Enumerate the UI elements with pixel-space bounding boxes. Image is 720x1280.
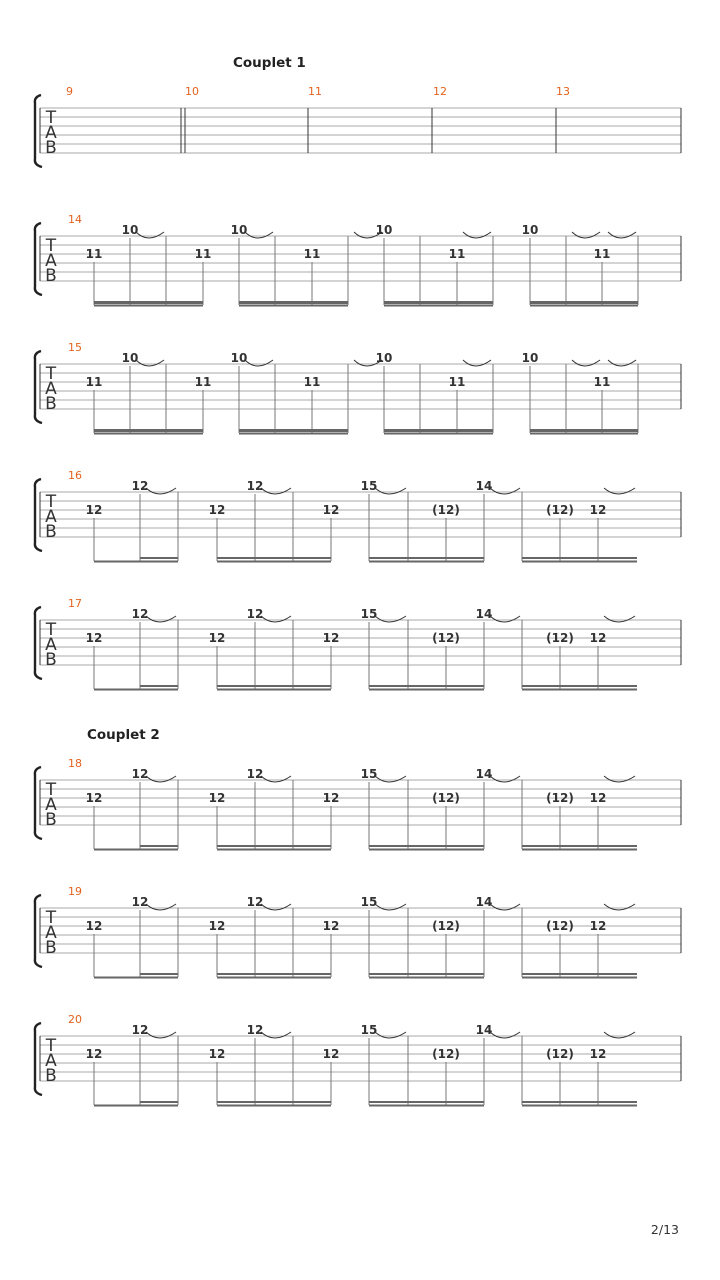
fret-note: 12 (246, 1023, 264, 1037)
tie-slur (572, 232, 600, 238)
beam (94, 433, 203, 435)
fret-note: 15 (360, 1023, 378, 1037)
beam (384, 433, 493, 435)
tab-system-8 (35, 1013, 681, 1107)
tab-clef-letter: A (45, 379, 57, 399)
beam (217, 557, 331, 559)
tab-clef-letter: B (45, 1066, 57, 1086)
tab-clef-letter: T (45, 1036, 57, 1056)
tab-clef (45, 108, 57, 158)
tab-clef-letter: B (45, 266, 57, 286)
tie-slur (261, 776, 291, 782)
beam (369, 557, 484, 559)
beam (522, 1101, 637, 1103)
beam (369, 1105, 484, 1107)
tie-slur (604, 904, 635, 910)
fret-note: 10 (375, 351, 393, 365)
section-label: Couplet 1 (233, 55, 306, 71)
tab-system-1 (35, 55, 681, 167)
fret-note: 14 (475, 607, 493, 621)
beam (369, 977, 484, 979)
beam (94, 305, 203, 307)
tab-clef-letter: B (45, 138, 57, 158)
beam (522, 685, 637, 687)
tie-slur (261, 488, 291, 494)
beam (239, 305, 348, 307)
tab-system-4 (35, 469, 681, 563)
tab-clef-letter: T (45, 780, 57, 800)
tab-clef (45, 780, 57, 830)
fret-note: 12 (246, 607, 264, 621)
tab-system-7 (35, 885, 681, 979)
tie-slur (261, 1032, 291, 1038)
tie-slur (463, 360, 491, 366)
fret-note: 12 (246, 895, 264, 909)
tab-clef-letter: T (45, 108, 57, 128)
beam (369, 685, 484, 687)
fret-note: 10 (121, 351, 139, 365)
fret-note: 11 (303, 375, 321, 389)
tie-slur (490, 488, 520, 494)
fret-note: 12 (208, 503, 226, 517)
tie-slur (604, 1032, 635, 1038)
beam (530, 305, 638, 307)
fret-note: 10 (230, 223, 248, 237)
measure-number: 13 (556, 85, 570, 98)
fret-note: 12 (131, 1023, 149, 1037)
beam (239, 433, 348, 435)
fret-note: 12 (246, 767, 264, 781)
fret-note: 12 (589, 631, 607, 645)
fret-note: 12 (589, 1047, 607, 1061)
tab-clef-letter: A (45, 1051, 57, 1071)
fret-note: 12 (131, 607, 149, 621)
beam (94, 429, 203, 432)
fret-note: 12 (131, 767, 149, 781)
beam (217, 977, 331, 979)
beam (94, 849, 178, 851)
tab-clef (45, 908, 57, 958)
tie-slur (375, 1032, 406, 1038)
fret-note: 12 (589, 791, 607, 805)
tab-clef (45, 620, 57, 670)
fret-note: 10 (230, 351, 248, 365)
measure-number: 17 (68, 597, 82, 610)
beam (94, 689, 178, 691)
fret-note: 11 (194, 375, 212, 389)
tab-clef-letter: B (45, 938, 57, 958)
tie-slur (146, 904, 176, 910)
tie-slur (245, 360, 273, 366)
fret-note: 11 (303, 247, 321, 261)
fret-note: 10 (121, 223, 139, 237)
beam (239, 301, 348, 304)
beam (140, 973, 178, 975)
beam (217, 1105, 331, 1107)
beam (522, 557, 637, 559)
beam (217, 689, 331, 691)
beam (384, 301, 493, 304)
tab-clef-letter: B (45, 650, 57, 670)
beam (522, 845, 637, 847)
fret-note: (12) (546, 791, 574, 805)
beam (369, 973, 484, 975)
measure-number: 20 (68, 1013, 82, 1026)
beam (217, 973, 331, 975)
fret-note: 15 (360, 607, 378, 621)
beam (140, 685, 178, 687)
fret-note: 12 (131, 479, 149, 493)
fret-note: (12) (546, 1047, 574, 1061)
measure-number: 14 (68, 213, 82, 226)
beam (239, 429, 348, 432)
fret-note: 12 (208, 631, 226, 645)
fret-note: 12 (322, 503, 340, 517)
tie-slur (375, 616, 406, 622)
tab-system-3 (35, 341, 681, 435)
tie-slur (604, 488, 635, 494)
tie-slur (490, 1032, 520, 1038)
tie-slur (136, 232, 164, 238)
fret-note: 12 (322, 631, 340, 645)
tab-clef-letter: T (45, 908, 57, 928)
tab-clef-letter: A (45, 923, 57, 943)
fret-note: 12 (85, 631, 103, 645)
measure-number: 15 (68, 341, 82, 354)
tab-system-5 (35, 597, 681, 691)
beam (369, 845, 484, 847)
tie-slur (604, 616, 635, 622)
tab-system-6 (35, 727, 681, 851)
beam (530, 301, 638, 304)
measure-number: 19 (68, 885, 82, 898)
beam (384, 429, 493, 432)
fret-note: 12 (85, 503, 103, 517)
fret-note: 15 (360, 895, 378, 909)
fret-note: 12 (322, 919, 340, 933)
fret-note: 11 (85, 247, 103, 261)
fret-note: 11 (194, 247, 212, 261)
fret-note: 10 (375, 223, 393, 237)
measure-number: 18 (68, 757, 82, 770)
fret-note: 12 (208, 1047, 226, 1061)
beam (94, 977, 178, 979)
fret-note: 10 (521, 223, 539, 237)
beam (217, 561, 331, 563)
system-bracket (35, 223, 42, 295)
fret-note: 14 (475, 479, 493, 493)
fret-note: 12 (85, 791, 103, 805)
beam (217, 849, 331, 851)
tab-clef-letter: A (45, 251, 57, 271)
beam (94, 1105, 178, 1107)
fret-note: (12) (432, 631, 460, 645)
fret-note: (12) (546, 503, 574, 517)
fret-note: 11 (593, 247, 611, 261)
fret-note: 12 (208, 791, 226, 805)
beam (369, 561, 484, 563)
fret-note: 11 (448, 375, 466, 389)
fret-note: 10 (521, 351, 539, 365)
tie-slur (375, 776, 406, 782)
measure-number: 10 (185, 85, 199, 98)
beam (140, 557, 178, 559)
tab-clef-letter: T (45, 492, 57, 512)
beam (369, 849, 484, 851)
tab-clef-letter: B (45, 522, 57, 542)
beam (522, 849, 637, 851)
tie-slur (146, 616, 176, 622)
tab-clef-letter: T (45, 620, 57, 640)
tab-system-2 (35, 213, 681, 307)
fret-note: 12 (208, 919, 226, 933)
measure-number: 16 (68, 469, 82, 482)
beam (369, 1101, 484, 1103)
fret-note: (12) (432, 1047, 460, 1061)
fret-note: 14 (475, 1023, 493, 1037)
fret-note: 11 (593, 375, 611, 389)
fret-note: 12 (85, 1047, 103, 1061)
measure-number: 11 (308, 85, 322, 98)
fret-note: 14 (475, 767, 493, 781)
fret-note: (12) (432, 503, 460, 517)
tab-clef (45, 492, 57, 542)
page-number: 2/13 (650, 1222, 679, 1237)
beam (94, 561, 178, 563)
tie-slur (490, 776, 520, 782)
beam (140, 1101, 178, 1103)
beam (94, 301, 203, 304)
fret-note: (12) (432, 919, 460, 933)
system-bracket (35, 479, 42, 551)
tie-slur (245, 232, 273, 238)
section-label: Couplet 2 (87, 727, 160, 743)
fret-note: 15 (360, 479, 378, 493)
tie-slur (572, 360, 600, 366)
tie-slur (375, 904, 406, 910)
tie-slur (463, 232, 491, 238)
tie-slur (146, 1032, 176, 1038)
tab-clef-letter: B (45, 810, 57, 830)
tab-clef-letter: T (45, 236, 57, 256)
system-bracket (35, 895, 42, 967)
fret-note: (12) (546, 631, 574, 645)
system-bracket (35, 95, 42, 167)
system-bracket (35, 607, 42, 679)
beam (522, 973, 637, 975)
beam (530, 433, 638, 435)
tie-slur (490, 616, 520, 622)
system-bracket (35, 767, 42, 839)
fret-note: 12 (589, 919, 607, 933)
tie-slur (261, 904, 291, 910)
fret-note: (12) (432, 791, 460, 805)
tie-slur (490, 904, 520, 910)
tie-slur (261, 616, 291, 622)
measure-number: 12 (433, 85, 447, 98)
tie-slur (608, 360, 636, 366)
fret-note: 12 (322, 1047, 340, 1061)
measure-number: 9 (66, 85, 73, 98)
tab-clef-letter: A (45, 635, 57, 655)
beam (369, 689, 484, 691)
tie-slur (146, 488, 176, 494)
beam (522, 561, 637, 563)
tab-clef (45, 364, 57, 414)
beam (522, 689, 637, 691)
tab-clef (45, 236, 57, 286)
fret-note: 11 (448, 247, 466, 261)
tie-slur (608, 232, 636, 238)
beam (522, 1105, 637, 1107)
system-bracket (35, 1023, 42, 1095)
beam (530, 429, 638, 432)
fret-note: 14 (475, 895, 493, 909)
system-bracket (35, 351, 42, 423)
fret-note: (12) (546, 919, 574, 933)
tab-clef-letter: A (45, 507, 57, 527)
beam (217, 1101, 331, 1103)
beam (140, 845, 178, 847)
fret-note: 12 (589, 503, 607, 517)
fret-note: 15 (360, 767, 378, 781)
fret-note: 12 (246, 479, 264, 493)
beam (384, 305, 493, 307)
fret-note: 12 (85, 919, 103, 933)
fret-note: 12 (322, 791, 340, 805)
beam (522, 977, 637, 979)
tab-clef-letter: B (45, 394, 57, 414)
tie-slur (375, 488, 406, 494)
tie-slur (146, 776, 176, 782)
tab-clef-letter: T (45, 364, 57, 384)
tab-clef-letter: A (45, 123, 57, 143)
tie-slur (604, 776, 635, 782)
beam (217, 685, 331, 687)
tab-clef (45, 1036, 57, 1086)
fret-note: 11 (85, 375, 103, 389)
tie-slur (136, 360, 164, 366)
fret-note: 12 (131, 895, 149, 909)
beam (217, 845, 331, 847)
tab-clef-letter: A (45, 795, 57, 815)
